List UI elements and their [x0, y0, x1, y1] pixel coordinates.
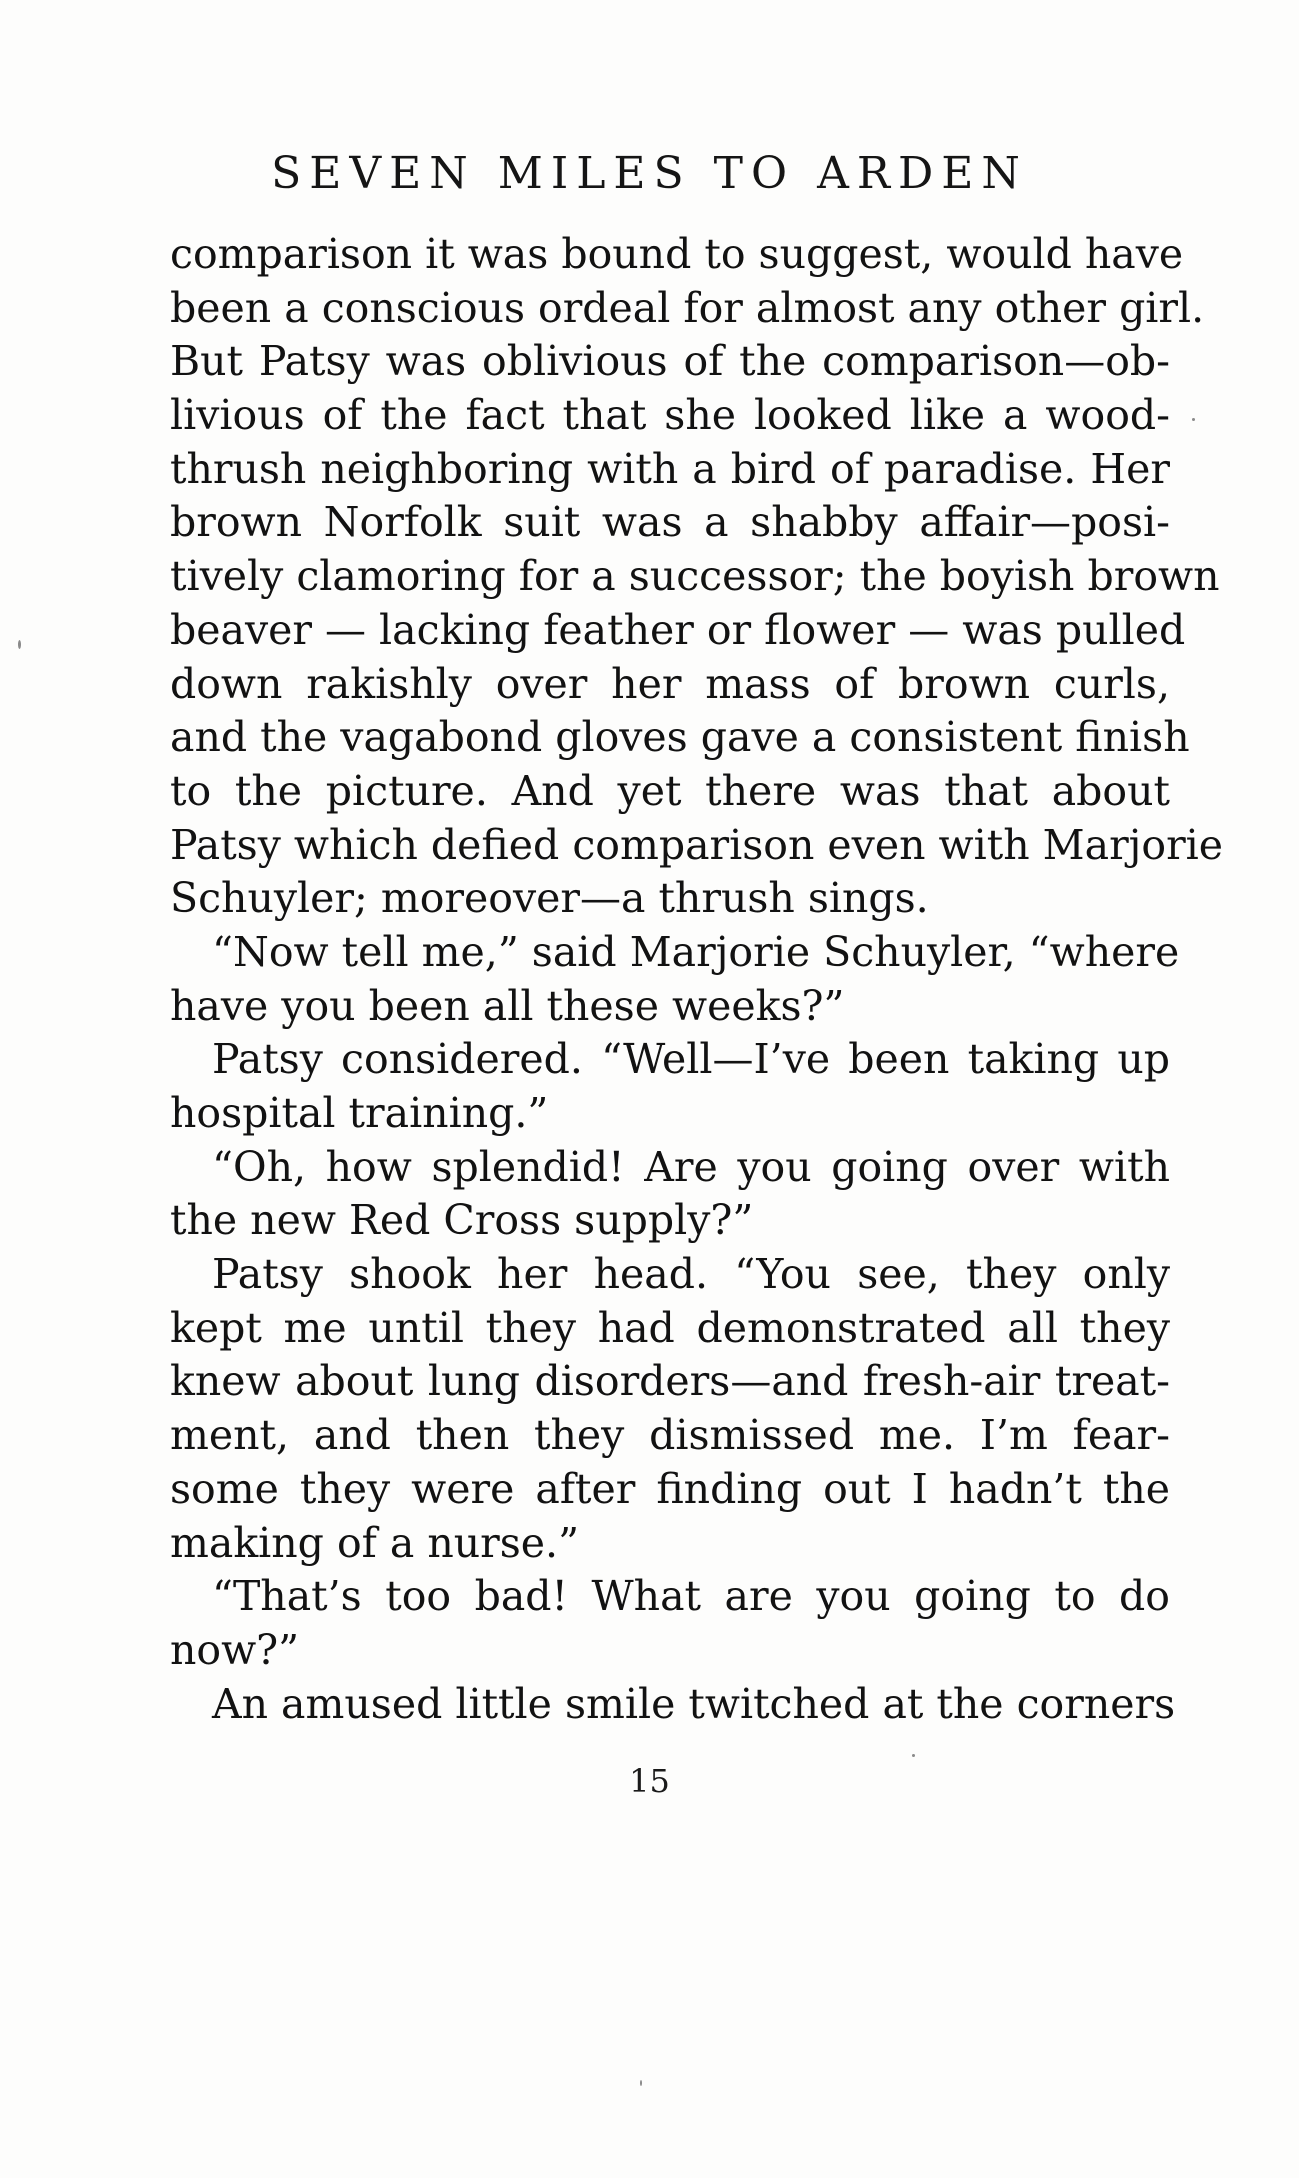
- paper-speck: [18, 640, 21, 649]
- running-head: SEVEN MILES TO ARDEN: [271, 148, 1028, 199]
- text-line: Patsy shook her head. “You see, they only: [212, 1250, 1170, 1299]
- text-line: tively clamoring for a successor; the boyish brown: [170, 552, 1220, 601]
- text-line: have you been all these weeks?”: [170, 981, 845, 1030]
- text-line: to the picture. And yet there was that about: [170, 766, 1170, 815]
- paper-speck: [1192, 418, 1195, 421]
- text-line: But Patsy was oblivious of the comparison—ob-: [170, 337, 1170, 386]
- text-line: “Now tell me,” said Marjorie Schuyler, “where: [212, 927, 1180, 976]
- text-line: making of a nurse.”: [170, 1518, 580, 1567]
- text-line: “Oh, how splendid! Are you going over with: [212, 1142, 1170, 1191]
- text-line: down rakishly over her mass of brown curls,: [170, 659, 1170, 708]
- paper-speck: [912, 1754, 915, 1757]
- text-line: Patsy which defied comparison even with Marjorie: [170, 820, 1224, 869]
- text-line: “That’s too bad! What are you going to do: [212, 1572, 1170, 1621]
- body-text: [170, 228, 1224, 1731]
- text-line: Schuyler; moreover—a thrush sings.: [170, 874, 929, 923]
- text-line: livious of the fact that she looked like a wood-: [170, 391, 1170, 440]
- text-line: ment, and then they dismissed me. I’m fear-: [170, 1411, 1170, 1460]
- text-line: beaver — lacking feather or flower — was pulled: [170, 605, 1186, 654]
- page-number: 15: [629, 1762, 670, 1800]
- text-line: An amused little smile twitched at the corners: [212, 1679, 1176, 1728]
- text-line: now?”: [170, 1625, 300, 1674]
- text-line: Patsy considered. “Well—I’ve been taking up: [212, 1035, 1170, 1084]
- text-line: comparison it was bound to suggest, would have: [170, 230, 1184, 278]
- paper-speck: [640, 2080, 642, 2086]
- text-line: been a conscious ordeal for almost any other girl.: [170, 283, 1205, 332]
- text-line: kept me until they had demonstrated all they: [170, 1303, 1170, 1352]
- text-line: hospital training.”: [170, 1089, 549, 1137]
- text-line: some they were after finding out I hadn’t the: [170, 1464, 1170, 1513]
- text-line: brown Norfolk suit was a shabby affair—posi-: [170, 498, 1170, 547]
- text-line: knew about lung disorders—and fresh-air treat-: [170, 1357, 1170, 1406]
- text-line: and the vagabond gloves gave a consistent finish: [170, 713, 1190, 762]
- text-line: the new Red Cross supply?”: [170, 1196, 754, 1245]
- text-line: thrush neighboring with a bird of paradise. Her: [170, 444, 1170, 493]
